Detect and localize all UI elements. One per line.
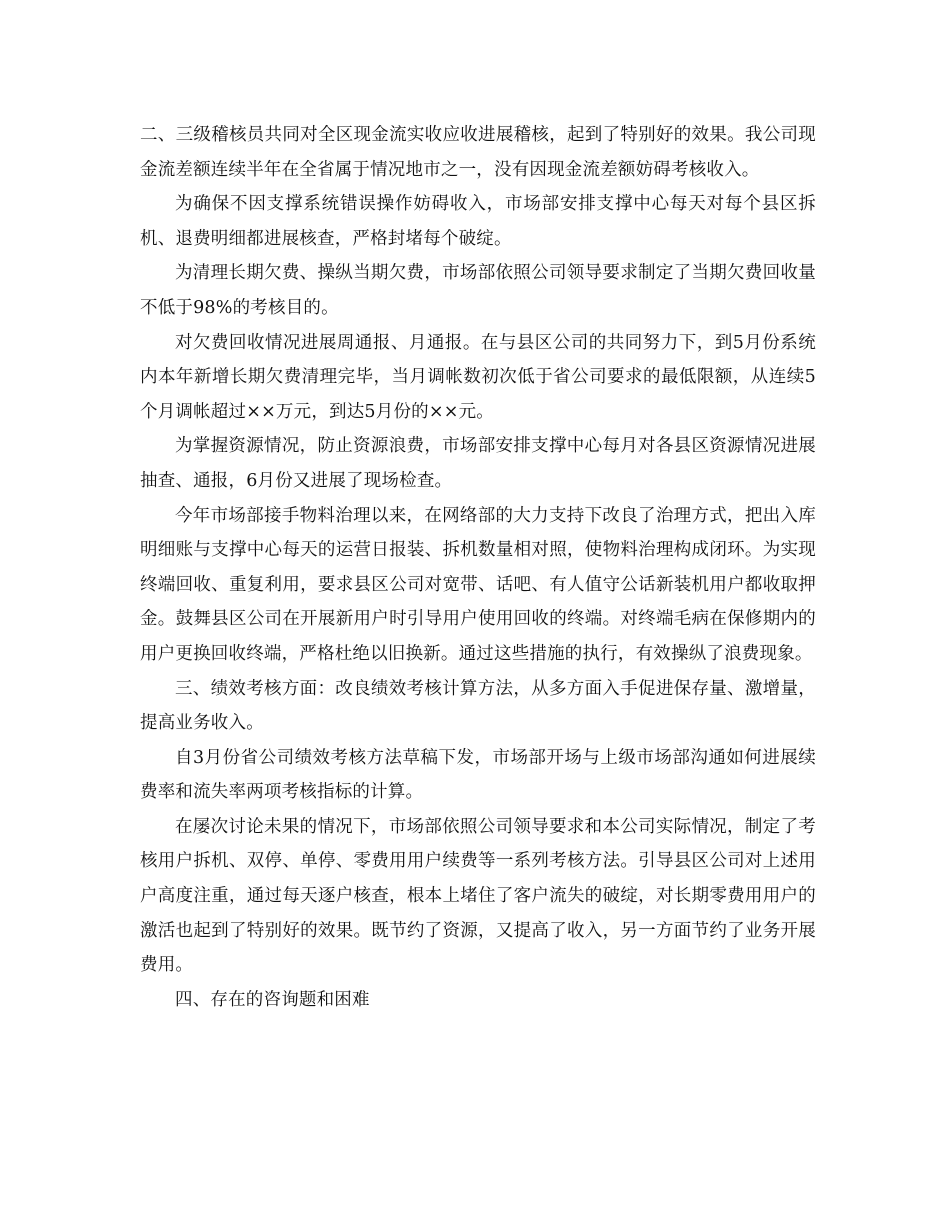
paragraph: 对欠费回收情况进展周通报、月通报。在与县区公司的共同努力下，到5月份系统内本年新增长期欠费清理完毕，当月调帐数初次低于省公司要求的最低限额，从连续5个月调帐超过××万元，到达5月份的××元。: [140, 332, 816, 422]
paragraph: 为确保不因支撑系统错误操作妨碍收入，市场部安排支撑中心每天对每个县区拆机、退费明细都进展核查，严格封堵每个破绽。: [140, 194, 816, 249]
paragraph: 二、三级稽核员共同对全区现金流实收应收进展稽核，起到了特别好的效果。我公司现金流差额连续半年在全省属于情况地市之一，没有因现金流差额妨碍考核收入。: [140, 125, 816, 180]
section-heading: 三、绩效考核方面：改良绩效考核计算方法，从多方面入手促进保存量、激增量，提高业务收入。: [140, 678, 816, 734]
paragraph: 为清理长期欠费、操纵当期欠费，市场部依照公司领导要求制定了当期欠费回收量不低于98%的考核目的。: [140, 263, 816, 318]
paragraph: 为掌握资源情况，防止资源浪费，市场部安排支撑中心每月对各县区资源情况进展抽查、通报，6月份又进展了现场检查。: [140, 436, 816, 491]
paragraph: 自3月份省公司绩效考核方法草稿下发，市场部开场与上级市场部沟通如何进展续费率和流失率两项考核指标的计算。: [140, 747, 816, 803]
paragraph: 今年市场部接手物料治理以来，在网络部的大力支持下改良了治理方式，把出入库明细账与支撑中心每天的运营日报装、拆机数量相对照，使物料治理构成闭环。为实现终端回收、重复利用，要求县区公司对宽带、话吧、有人值守公话新装机用户都收取押金。鼓舞县区公司在开展新用户时引导用户使用回收的终端。对终端毛病在保修期内的用户更换回收终端，严格杜绝以旧换新。通过这些措施的执行，有效操纵了浪费现象。: [140, 505, 816, 664]
document-body: [140, 118, 816, 1017]
section-heading: 四、存在的咨询题和困难: [175, 989, 370, 1010]
paragraph: 在屡次讨论未果的情况下，市场部依照公司领导要求和本公司实际情况，制定了考核用户拆机、双停、单停、零费用用户续费等一系列考核方法。引导县区公司对上述用户高度注重，通过每天逐户核查，根本上堵住了客户流失的破绽，对长期零费用用户的激活也起到了特别好的效果。既节约了资源，又提高了收入，另一方面节约了业务开展费用。: [140, 816, 816, 976]
